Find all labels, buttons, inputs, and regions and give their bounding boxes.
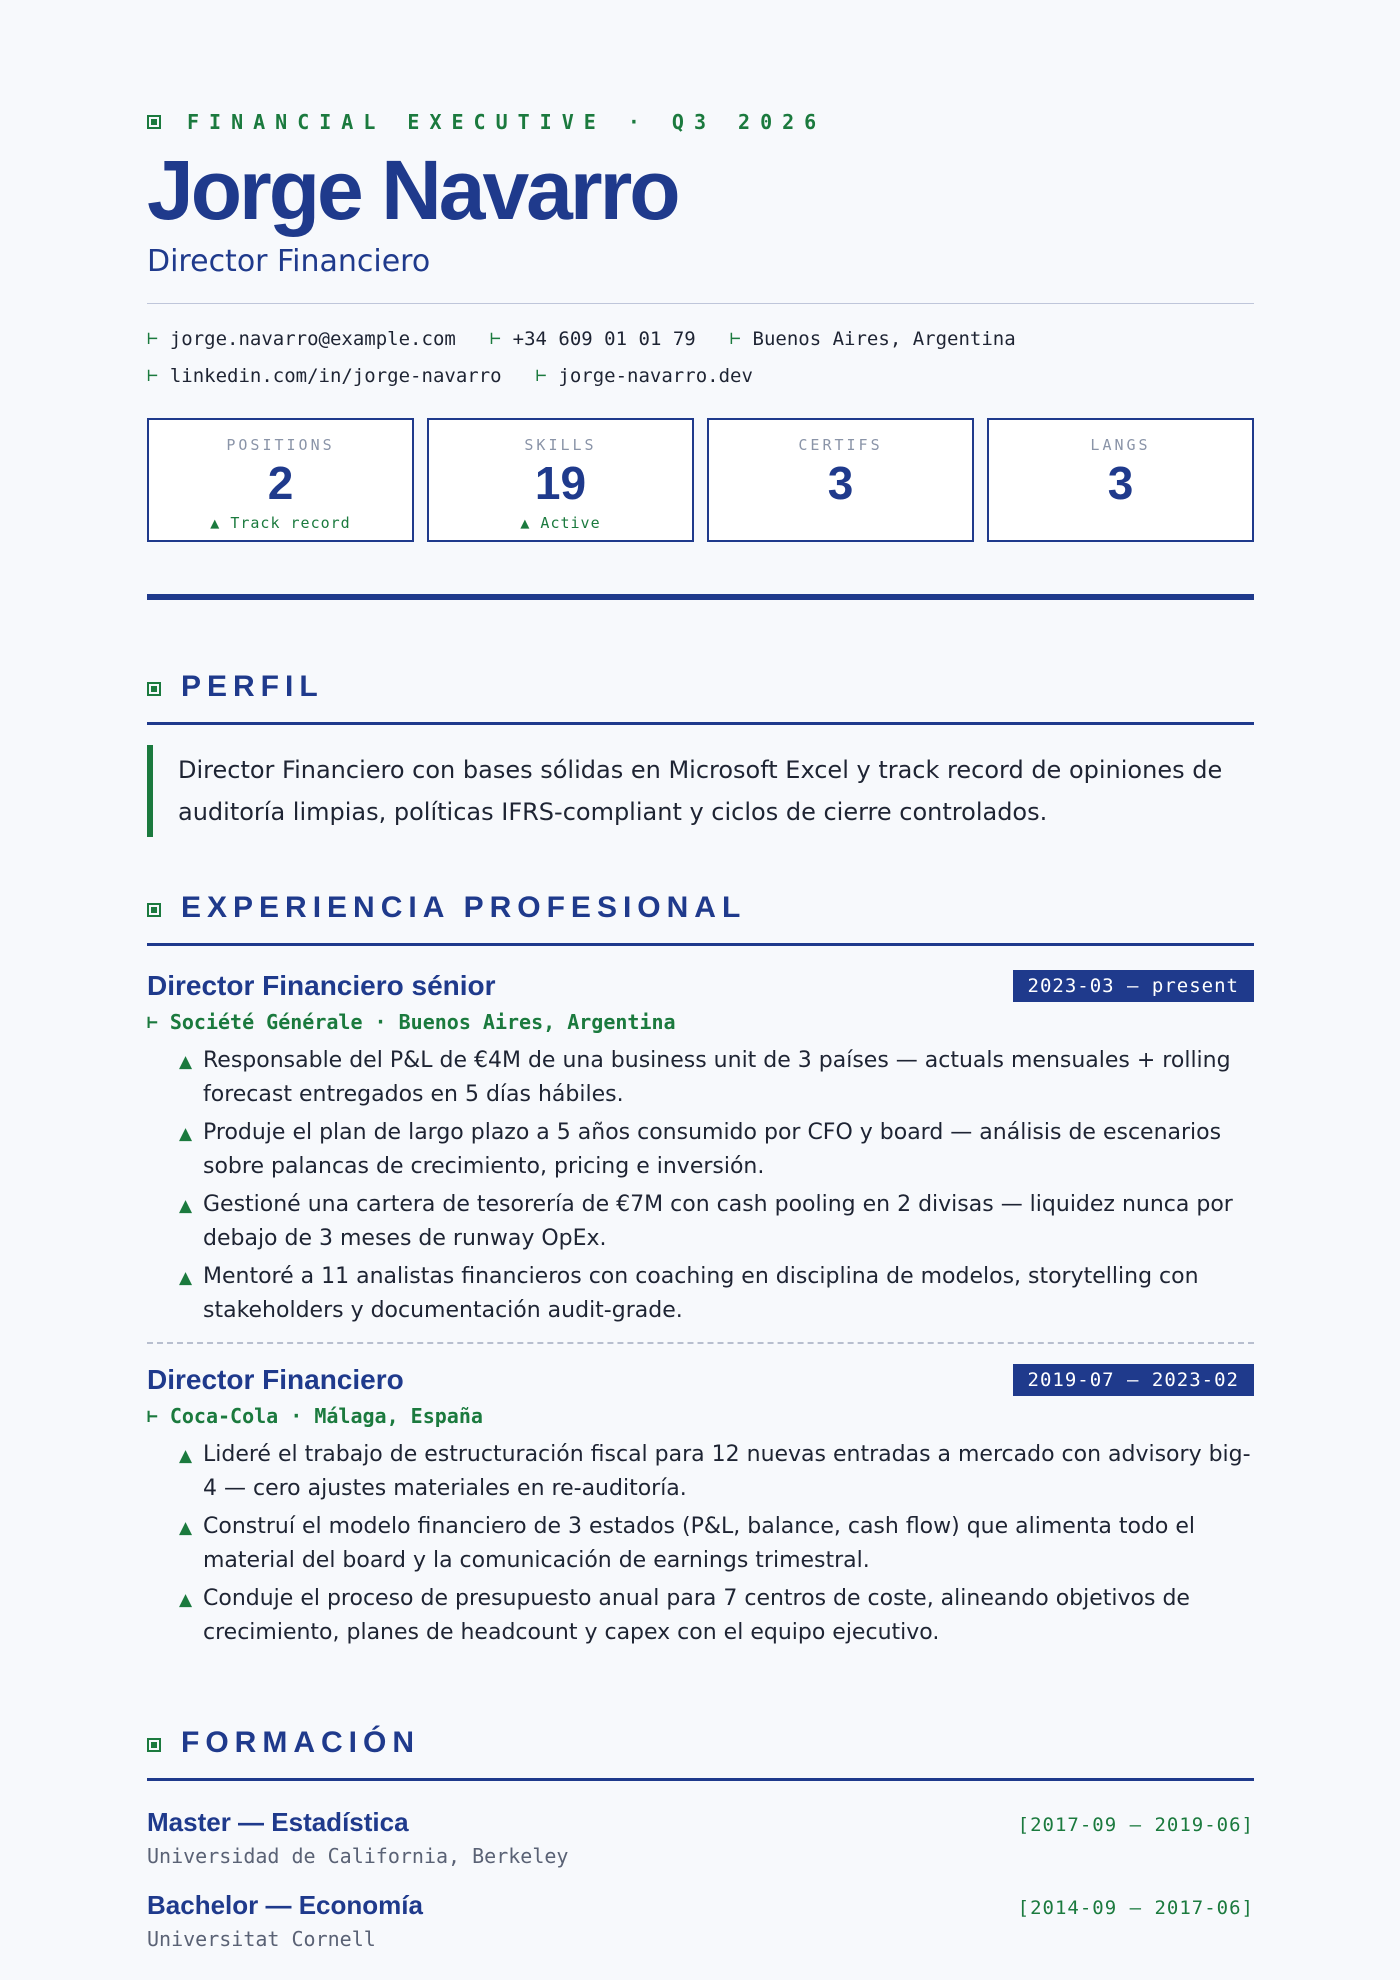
list-item (147, 1188, 1254, 1256)
list-item (147, 1044, 1254, 1112)
stat-note: ▲ Track record (210, 514, 351, 532)
section-title: FORMACIÓN (181, 1726, 420, 1759)
stat-value: 3 (827, 457, 854, 509)
stats-row (147, 418, 1254, 542)
tee-icon: ⊢ (147, 328, 158, 349)
degree-dates: [2017-09 – 2019-06] (1017, 1814, 1254, 1836)
contact-email[interactable] (147, 328, 456, 350)
triangle-bullet-icon: ▲ (179, 1446, 193, 1466)
job-entry (147, 946, 1254, 1344)
section-title: EXPERIENCIA PROFESIONAL (181, 891, 747, 924)
education-entry (147, 1807, 1254, 1868)
section-perfil (147, 670, 1254, 837)
stat-label: LANGS (1090, 436, 1151, 454)
job-entry (147, 1344, 1254, 1650)
degree-dates: [2014-09 – 2017-06] (1017, 1897, 1254, 1919)
bullet-text: Responsable del P&L de €4M de una business unit de 3 países — actuals mensuales + rolling forecast entregados en 5 días hábiles. (203, 1048, 1231, 1107)
tee-icon: ⊢ (729, 328, 741, 349)
degree-title: Bachelor — Economía (147, 1890, 423, 1920)
triangle-bullet-icon: ▲ (179, 1196, 193, 1216)
kicker-text: FINANCIAL EXECUTIVE · Q3 2026 (187, 110, 827, 134)
bullet-text: Construí el modelo financiero de 3 estados (P&L, balance, cash flow) que alimenta todo el material del board y la comunicación de earnings trimestral. (203, 1514, 1196, 1573)
header-kicker (147, 110, 1254, 134)
triangle-bullet-icon: ▲ (179, 1268, 193, 1288)
list-item (147, 1116, 1254, 1184)
stat-label: SKILLS (524, 436, 597, 454)
stat-value: 2 (267, 457, 294, 509)
job-company (147, 1404, 1254, 1428)
candidate-name: Jorge Navarro (147, 143, 678, 237)
phone-text: +34 609 01 01 79 (512, 327, 696, 350)
stat-value: 3 (1107, 457, 1134, 509)
stat-label: POSITIONS (226, 436, 335, 454)
stat-card-certifs (707, 418, 974, 542)
job-bullets (147, 1044, 1254, 1328)
list-item (147, 1260, 1254, 1328)
stat-label: CERTIFS (798, 436, 883, 454)
tee-icon: ⊢ (147, 1011, 158, 1033)
section-title: PERFIL (181, 670, 324, 703)
triangle-bullet-icon: ▲ (179, 1124, 193, 1144)
job-company (147, 1010, 1254, 1034)
company-text: Coca-Cola · Málaga, España (169, 1404, 483, 1428)
stat-card-skills (427, 418, 694, 542)
stat-card-positions (147, 418, 414, 542)
bullet-text: Produje el plan de largo plazo a 5 años consumido por CFO y board — análisis de escenarios sobre palancas de crecimiento, pricing e inversión. (203, 1120, 1222, 1179)
job-dates-badge: 2023-03 — present (1013, 970, 1254, 1002)
square-bullet-icon (147, 903, 161, 917)
contact-location (730, 328, 1016, 350)
location-text: Buenos Aires, Argentina (752, 327, 1016, 350)
contact-linkedin[interactable] (147, 365, 502, 387)
list-item (147, 1582, 1254, 1650)
degree-title: Master — Estadística (147, 1807, 409, 1837)
square-bullet-icon (147, 1738, 161, 1752)
job-title: Director Financiero sénior (147, 970, 496, 1001)
job-bullets (147, 1438, 1254, 1650)
tee-icon: ⊢ (489, 328, 501, 349)
contact-phone[interactable] (490, 328, 696, 350)
section-heading (147, 891, 1254, 925)
triangle-bullet-icon: ▲ (179, 1590, 193, 1610)
candidate-role: Director Financiero (147, 244, 431, 279)
tee-icon: ⊢ (147, 365, 158, 386)
bullet-text: Conduje el proceso de presupuesto anual para 7 centros de coste, alineando objetivos de crecimiento, planes de headcount y capex con el equipo ejecutivo. (203, 1586, 1190, 1645)
stat-card-langs (987, 418, 1254, 542)
section-heading (147, 1726, 1254, 1760)
school-name: Universitat Cornell (147, 1927, 376, 1951)
stat-value: 19 (534, 457, 587, 509)
linkedin-text: linkedin.com/in/jorge-navarro (169, 364, 502, 387)
education-entry (147, 1890, 1254, 1951)
school-name: Universidad de California, Berkeley (147, 1844, 569, 1868)
square-bullet-icon (147, 115, 161, 129)
profile-summary: Director Financiero con bases sólidas en Microsoft Excel y track record de opiniones de auditoría limpias, políticas IFRS-compliant y ciclos de cierre controlados. (147, 745, 1254, 837)
tee-icon: ⊢ (147, 1405, 158, 1427)
section-heading (147, 670, 1254, 704)
email-text: jorge.navarro@example.com (169, 327, 456, 350)
header-divider (147, 303, 1254, 304)
header-thick-rule (147, 594, 1254, 600)
bullet-text: Mentoré a 11 analistas financieros con coaching en disciplina de modelos, storytelling con stakeholders y documentación audit-grade. (203, 1264, 1199, 1323)
square-bullet-icon (147, 682, 161, 696)
contact-website[interactable] (536, 365, 753, 387)
company-text: Société Générale · Buenos Aires, Argentina (169, 1010, 676, 1034)
section-rule (147, 1778, 1254, 1781)
stat-note: ▲ Active (520, 514, 601, 532)
list-item (147, 1510, 1254, 1578)
tee-icon: ⊢ (535, 365, 547, 386)
triangle-bullet-icon: ▲ (179, 1518, 193, 1538)
job-title: Director Financiero (147, 1364, 404, 1395)
bullet-text: Lideré el trabajo de estructuración fiscal para 12 nuevas entradas a mercado con advisory big-4 — cero ajustes materiales en re-auditoría. (203, 1442, 1251, 1501)
section-rule (147, 722, 1254, 725)
job-dates-badge: 2019-07 — 2023-02 (1013, 1364, 1254, 1396)
website-text: jorge-navarro.dev (558, 364, 753, 387)
section-education (147, 1726, 1254, 1951)
section-experience (147, 891, 1254, 1650)
bullet-text: Gestioné una cartera de tesorería de €7M con cash pooling en 2 divisas — liquidez nunca por debajo de 3 meses de runway OpEx. (203, 1192, 1233, 1251)
triangle-bullet-icon: ▲ (179, 1052, 193, 1072)
contact-block (147, 320, 1254, 394)
list-item (147, 1438, 1254, 1506)
